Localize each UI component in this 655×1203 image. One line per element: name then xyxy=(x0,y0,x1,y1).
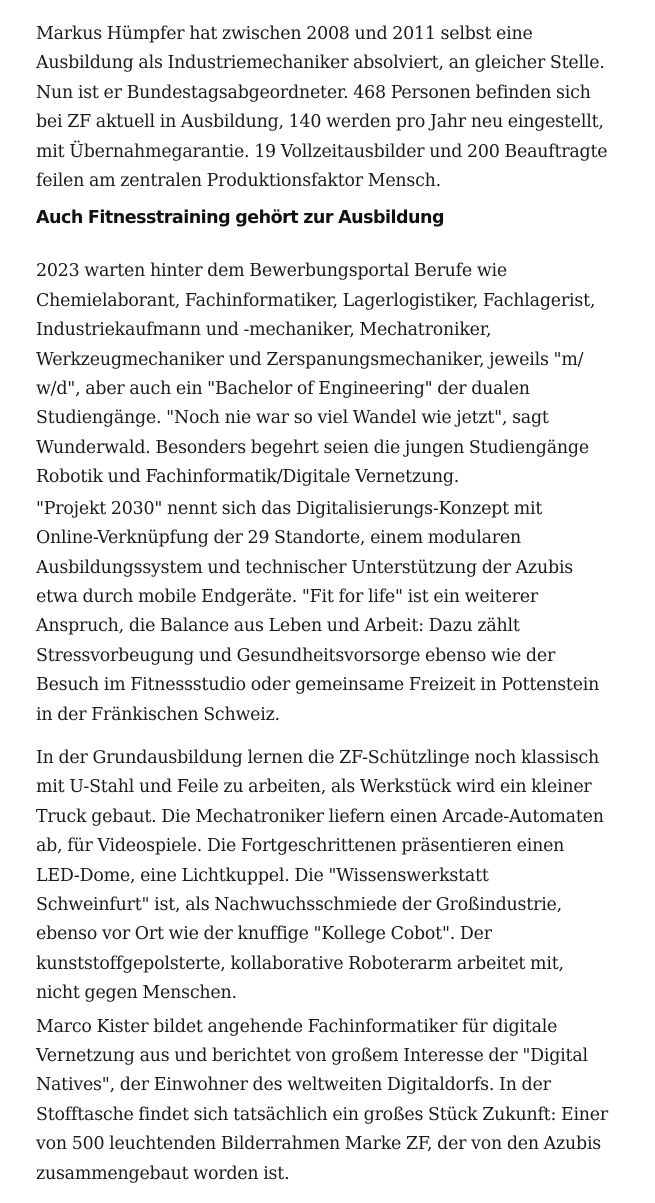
article-paragraph: 2023 warten hinter dem Bewerbungsportal Berufe wie Chemielaborant, Fachinformatiker, Lagerlogistiker, Fachlagerist, Industriekaufmann und -mechaniker, Mechatroniker, Werkzeugmechaniker und Zerspanungsmechaniker, jeweils "m/ w/d", aber auch ein "Bachelor of Engineering" der dualen Studiengänge. "Noch nie war so viel Wandel wie jetzt", sagt Wunderwald. Besonders begehrt seien die jungen Studiengänge Robotik und Fachinformatik/Digitale Vernetzung. xyxy=(36,261,596,488)
article-paragraph: "Projekt 2030" nennt sich das Digitalisierungs-Konzept mit Online-Verknüpfung der 29 Standorte, einem modularen Ausbildungssystem und technischer Unterstützung der Azubis etwa durch mobile Endgeräte. "Fit for life" ist ein weiterer Anspruch, die Balance aus Leben und Arbeit: Dazu zählt Stressvorbeugung und Gesundheitsvorsorge ebenso wie der Besuch im Fitnessstudio oder gemeinsame Freizeit in Pottenstein in der Fränkischen Schweiz. xyxy=(36,498,600,725)
section-heading: Auch Fitnesstraining gehört zur Ausbildung xyxy=(36,208,444,229)
article-paragraph: In der Grundausbildung lernen die ZF-Schützlinge noch klassisch mit U-Stahl und Feile zu arbeiten, als Werkstück wird ein kleiner Truck gebaut. Die Mechatroniker liefern einen Arcade-Automaten ab, für Videospiele. Die Fortgeschrittenen präsentieren einen LED-Dome, eine Lichtkuppel. Die "Wissenswerkstatt Schweinfurt" ist, als Nachwuchsschmiede der Großindustrie, ebenso vor Ort wie der knuffige "Kollege Cobot". Der kunststoffgepolsterte, kollaborative Roboterarm arbeitet mit, nicht gegen Menschen. xyxy=(36,747,604,1004)
article-body xyxy=(36,20,636,1189)
article-paragraph: Markus Hümpfer hat zwischen 2008 und 2011 selbst eine Ausbildung als Industriemechaniker absolviert, an gleicher Stelle. Nun ist er Bundestagsabgeordneter. 468 Personen befinden sich bei ZF aktuell in Ausbildung, 140 werden pro Jahr neu eingestellt, mit Übernahmegarantie. 19 Vollzeitausbilder und 200 Beauftragte feilen am zentralen Produktionsfaktor Mensch. xyxy=(36,24,608,192)
article-paragraph: Marco Kister bildet angehende Fachinformatiker für digitale Vernetzung aus und berichtet von großem Interesse der "Digital Natives", der Einwohner des weltweiten Digitaldorfs. In der Stofftasche findet sich tatsächlich ein großes Stück Zukunft: Einer von 500 leuchtenden Bilderrahmen Marke ZF, der von den Azubis zusammengebaut worden ist. xyxy=(36,1016,609,1184)
